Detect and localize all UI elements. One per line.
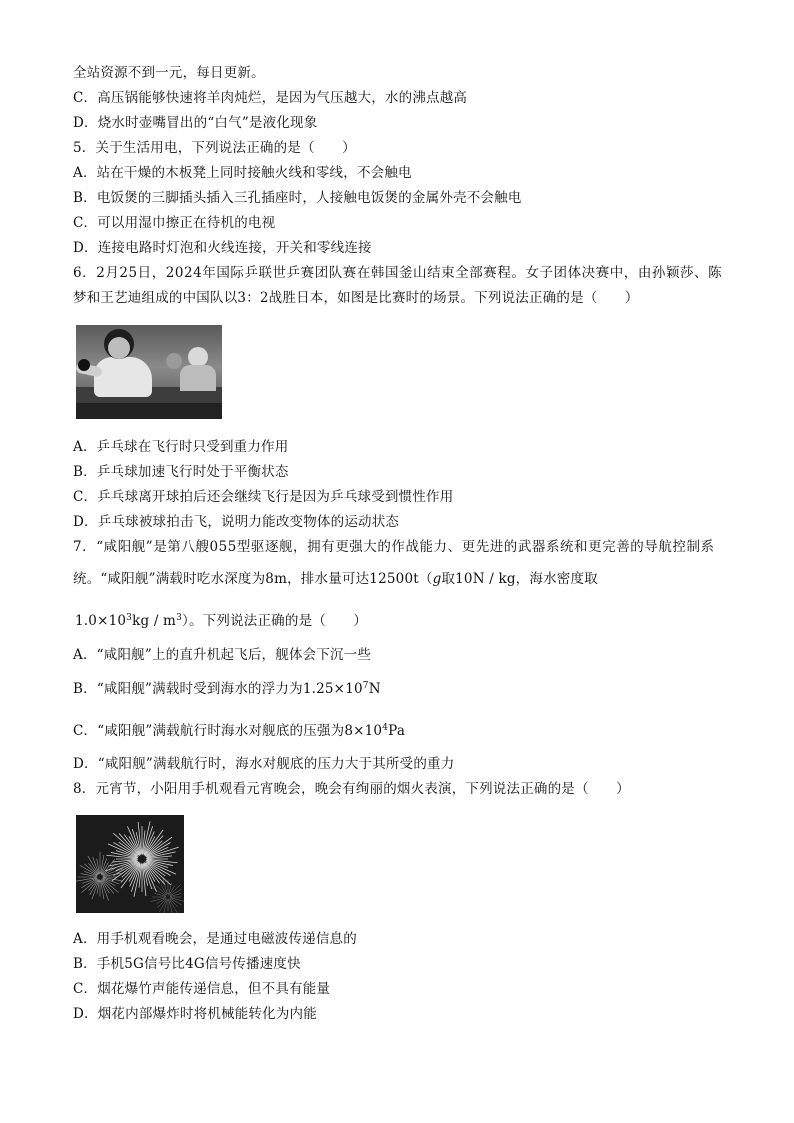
question-7-density: $1.0\times 10^3kg / m^3$）。下列说法正确的是（ ） [75,613,368,629]
firework-spark [157,899,166,908]
option-c: C．乒乓球离开球拍后还会继续飞行是因为乒乓球受到惯性作用 [73,489,454,505]
option-b: B．“咸阳舰”满载时受到海水的浮力为$1.25\times 10^7N$ [73,681,381,697]
option-d: D．连接电路时灯泡和火线连接，开关和零线连接 [73,240,372,256]
question-8: 8．元宵节，小阳用手机观看元宵晚会，晚会有绚丽的烟火表演，下列说法正确的是（ ） [73,781,630,797]
option-d: D．烧水时壶嘴冒出的“白气”是液化现象 [73,115,318,131]
option-c: C．烟花爆竹声能传递信息，但不具有能量 [73,981,331,997]
option-a: A．用手机观看晚会，是通过电磁波传递信息的 [73,931,357,947]
firework-spark [156,885,166,895]
option-d: D．“咸阳舰”满载航行时，海水对舰底的压力大于其所受的重力 [73,756,455,772]
option-c: C．高压锅能够快速将羊肉炖烂，是因为气压越大，水的沸点越高 [73,90,468,106]
question-7-cont: 统。“咸阳舰”满载时吃水深度为8m，排水量可达12500t（g取10N / kg，海水密度取 [73,571,598,587]
text-line: 全站资源不到一元，每日更新。 [73,65,265,81]
firework-spark [170,884,181,895]
option-d: D．乒乓球被球拍击飞，说明力能改变物体的运动状态 [73,514,400,530]
option-a: A．乒乓球在飞行时只受到重力作用 [73,439,289,455]
option-b: B．乒乓球加速飞行时处于平衡状态 [73,464,289,480]
fireworks-photo [76,815,184,913]
option-d: D．烟花内部爆炸时将机械能转化为内能 [73,1006,317,1022]
option-a: A．“咸阳舰”上的直升机起飞后，舰体会下沉一些 [73,647,372,663]
option-c: C．“咸阳舰”满载航行时海水对舰底的压强为$8\times 10^4Pa$ [73,723,406,739]
firework-spark [169,898,177,906]
question-5: 5．关于生活用电，下列说法正确的是（ ） [73,140,356,156]
option-b: B．电饭煲的三脚插头插入三孔插座时，人接触电饭煲的金属外壳不会触电 [73,190,522,206]
question-6-cont: 梦和王艺迪组成的中国队以3：2战胜日本，如图是比赛时的场景。下列说法正确的是（ ） [73,290,639,306]
option-c: C．可以用湿巾擦正在待机的电视 [73,215,276,231]
table-tennis-photo [76,325,222,419]
fireworks-image [76,815,184,913]
option-b: B．手机5G信号比4G信号传播速度快 [73,956,301,972]
question-6: 6．2月25日，2024年国际乒联世乒赛团队赛在韩国釜山结束全部赛程。女子团体决赛中，由孙颖莎、陈 [73,265,723,281]
option-a: A．站在干燥的木板凳上同时接触火线和零线，不会触电 [73,165,412,181]
question-7: 7．“咸阳舰”是第八艘055型驱逐舰，拥有更强大的作战能力、更先进的武器系统和更完善的导航控制系 [73,539,715,555]
